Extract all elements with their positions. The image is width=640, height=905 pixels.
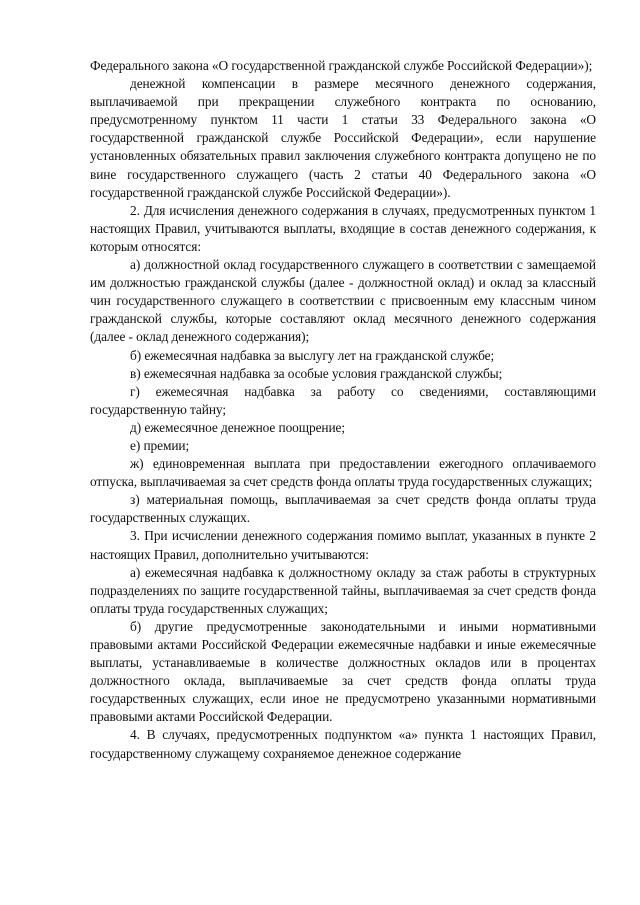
paragraph-9: е) премии;: [130, 437, 190, 453]
paragraph-12: 3. При исчислении денежного содержания помимо выплат, указанных в пункте 2 настоящих Правил, дополнительно учитываются:: [90, 528, 596, 562]
paragraph-14: б) другие предусмотренные законодательными и иными нормативными правовыми актами Российской Федерации ежемесячные надбавки и иные ежемесячные выплаты, устанавливаемые в количестве должностных окладов или в процентах должностного оклада, выплачиваемые за счет средств фонда оплаты труда государственных служащих, если иное не предусмотрено указанными нормативными правовыми актами Российской Федерации.: [90, 618, 596, 725]
paragraph-4: а) должностной оклад государственного служащего в соответствии с замещаемой им должностью гражданской службы (далее - должностной оклад) и оклад за классный чин государственного служащего в соответствии с присвоенным ему классным чином гражданской службы, которые составляют оклад месячного денежного содержания (далее - оклад денежного содержания);: [90, 257, 596, 345]
paragraph-7: г) ежемесячная надбавка за работу со сведениями, составляющими государственную тайну;: [90, 383, 596, 417]
paragraph-2: денежной компенсации в размере месячного денежного содержания, выплачиваемой при прекращении служебного контракта по основанию, предусмотренному пунктом 11 части 1 статьи 33 Федерального закона «О государственной гражданской службе Российской Федерации», если нарушение установленных обязательных правил заключения служебного контракта допущено не по вине государственного служащего (часть 2 статьи 40 Федерального закона «О государственной гражданской службе Российской Федерации»).: [90, 76, 596, 200]
paragraph-1: Федерального закона «О государственной гражданской службе Российской Федерации»);: [90, 58, 593, 73]
paragraph-3: 2. Для исчисления денежного содержания в случаях, предусмотренных пунктом 1 настоящих Правил, учитываются выплаты, входящие в состав денежного содержания, к которым относятся:: [90, 202, 596, 254]
paragraph-8: д) ежемесячное денежное поощрение;: [130, 419, 346, 435]
document-body: [90, 57, 596, 763]
paragraph-5: б) ежемесячная надбавка за выслугу лет на гражданской службе;: [130, 347, 495, 363]
paragraph-11: з) материальная помощь, выплачиваемая за счет средств фонда оплаты труда государственных служащих.: [90, 492, 596, 526]
paragraph-15: 4. В случаях, предусмотренных подпунктом «а» пункта 1 настоящих Правил, государственному служащему сохраняемое денежное содержание: [90, 727, 596, 761]
paragraph-6: в) ежемесячная надбавка за особые условия гражданской службы;: [130, 365, 503, 381]
paragraph-10: ж) единовременная выплата при предоставлении ежегодного оплачиваемого отпуска, выплачиваемая за счет средств фонда оплаты труда государственных служащих;: [90, 456, 596, 490]
paragraph-13: а) ежемесячная надбавка к должностному окладу за стаж работы в структурных подразделениях по защите государственной тайны, выплачиваемая за счет средств фонда оплаты труда государственных служащих;: [90, 564, 596, 616]
